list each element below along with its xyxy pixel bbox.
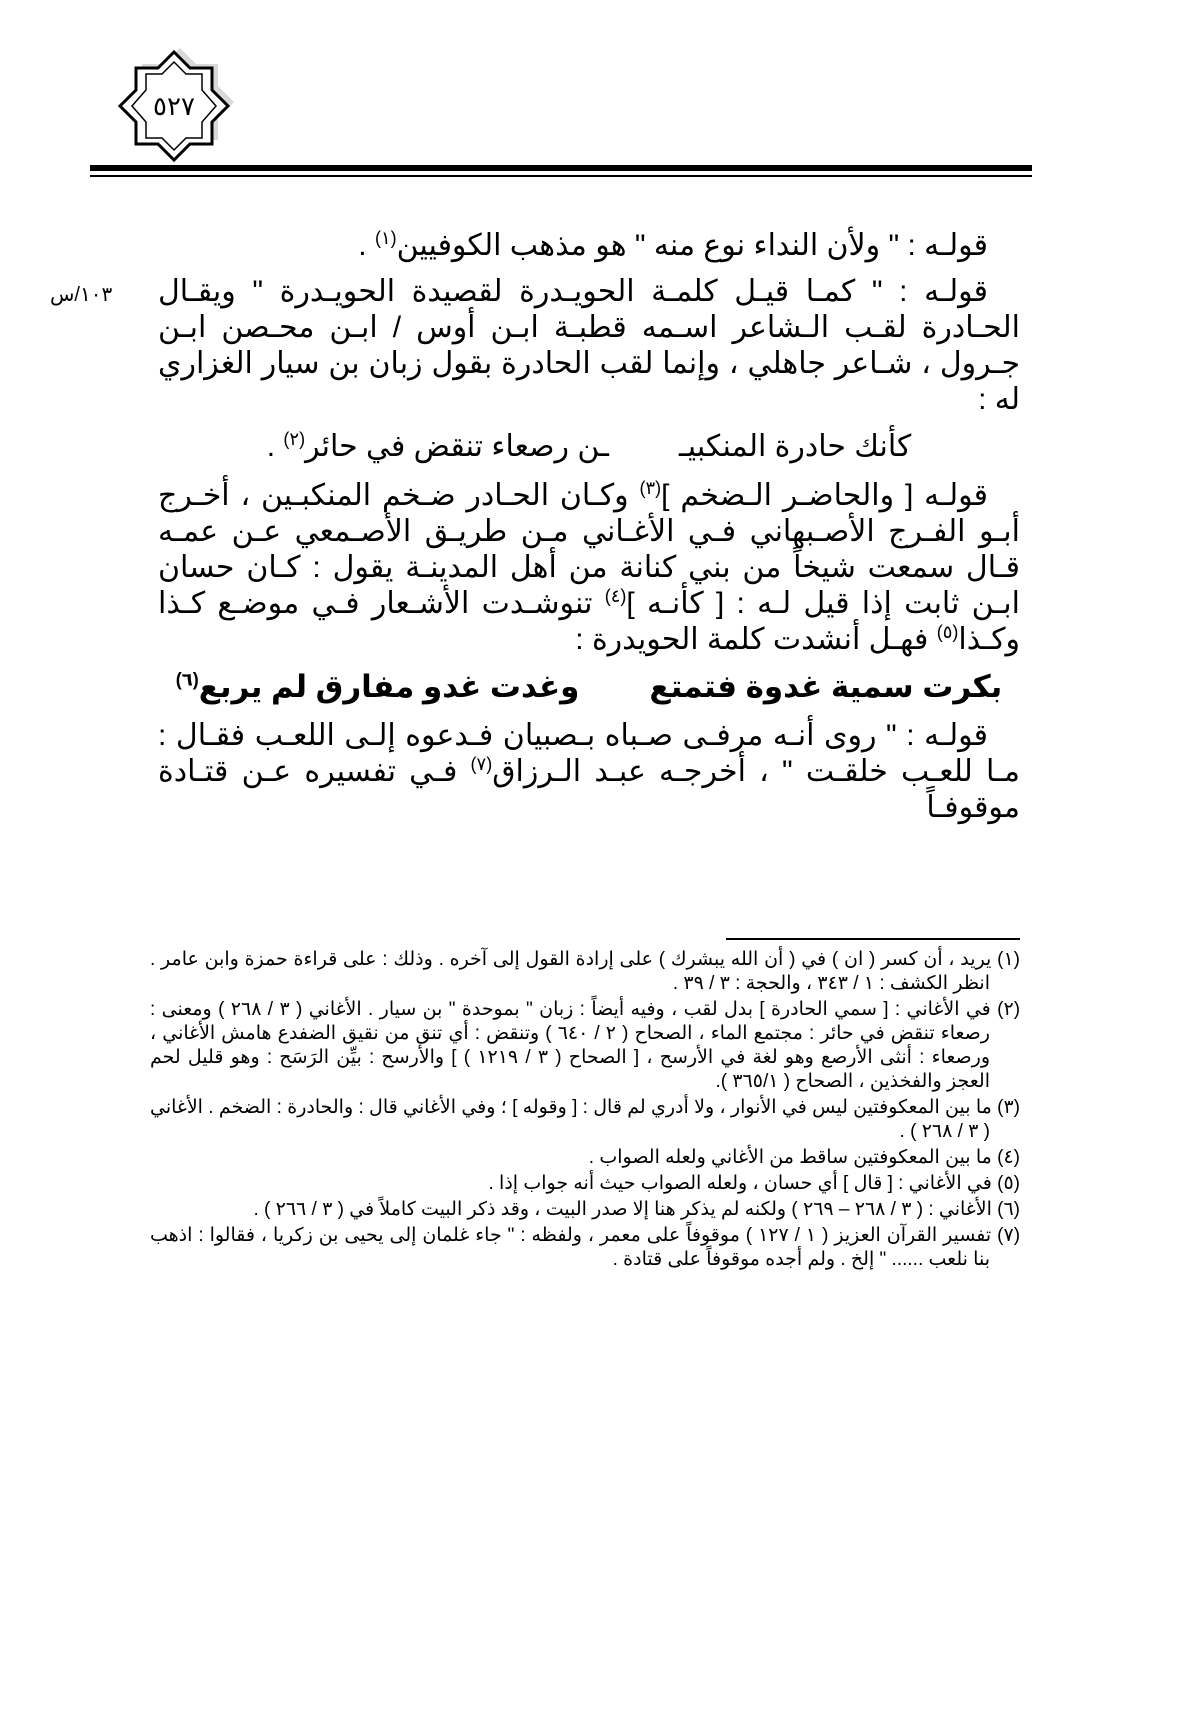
verse-2-second-hemistich: وغدت غدو مفارق لم يربع$^{(٦)}$ (175, 669, 580, 704)
main-text (158, 228, 1020, 836)
paragraph-4: قولـه : " روى أنـه مرفـى صـباه بـصبيان فـدعوه إلـى اللعـب فقـال : مـا للعـب خلقـت " ، أخرجـه عبـد الـرزاق$^{(٧)}$ فـي تفسيره عـن قتـادة موقوفـاً (158, 719, 1021, 824)
footnote-ref-6: (٦) (175, 669, 199, 690)
footnote-5: (٥) في الأغاني : [ قال ] أي حسان ، ولعله الصواب حيث أنه جواب إذا . (488, 1173, 1020, 1194)
paragraph-1: قولـه : " ولأن النداء نوع منه " هو مذهب الكوفيين$^{(١)}$ . (358, 228, 988, 262)
paragraph-3: قولـه [ والحاضـر الـضخم ]$^{(٣)}$ وكـان الحـادر ضـخم المنكبـين ، أخـرج أبـو الفـرج الأصـبهاني فـي الأغـاني مـن طريـق الأصـمعي عـن عمـه قـال سمعت شيخاً من بني كنانة من أهل المدينـة يقول : كـان حسان ابـن ثابت إذا قيل لـه : [ كأنـه ]$^{(٤)}$ تنوشـدت الأشـعار فـي موضـع كـذا وكـذا$^{(٥)}$ فهـل أنشدت كلمة الحويدرة : (158, 478, 1020, 656)
verse-2-first-hemistich: بكرت سمية غدوة فتمتع (649, 669, 1003, 704)
footnote-ref-5: (٥) (936, 622, 959, 642)
footnote-4: (٤) ما بين المعكوفتين ساقط من الأغاني ولعله الصواب . (588, 1147, 1020, 1168)
footnote-ref-2: (٢) (283, 429, 306, 449)
footnotes (150, 948, 1020, 1274)
verse-2 (158, 668, 1020, 706)
header-rule-thin (90, 175, 1032, 177)
footnote-ref-3: (٣) (639, 478, 662, 498)
paragraph-2: قولـه : " كمـا قيـل كلمـة الحويـدرة لقصيدة الحويـدرة " ويقـال الحـادرة لقـب الـشاعر اسـمه قطبـة ابـن أوس / ابـن محـصن ابـن جـرول ، شـاعر جاهلي ، وإنما لقب الحادرة بقول زبان بن سيار الغزاري له : (158, 275, 1020, 416)
footnote-2: (٢) في الأغاني : [ سمي الحادرة ] بدل لقب ، وفيه أيضاً : زبان " بموحدة " بن سيار . الأغاني ( ٣ / ٢٦٨ ) ومعنى : رصعاء تنقض في حائر : مجتمع الماء ، الصحاح ( ٢ / ٦٤٠ ) وتنقض : أي تنق من نقيق الضفدع هامش الأغاني ، ورصعاء : أنثى الأرصع وهو لغة في الأرسح ، [ الصحاح ( ٣ / ١٢١٩ ) ] والأرسح : بيِّن الرَسَح : وهو قليل لحم العجز والفخذين ، الصحاح ( ٣٦٥/١ ). (150, 999, 1021, 1092)
page-number: ٥٢٧ (153, 90, 195, 121)
verse-1-first-hemistich: كأنك حادرة المنكبيـ (678, 430, 912, 463)
footnote-ref-7: (٧) (470, 754, 493, 774)
verse-1-second-hemistich: ـن رصعاء تنقض في حائر$^{(٢)}$ . (266, 429, 609, 463)
footnote-7: (٧) تفسير القرآن العزيز ( ١ / ١٢٧ ) موقوفاً على معمر ، ولفظه : " جاء غلمان إلى يحيى بن زكريا ، فقالوا : اذهب بنا نلعب ...... " إلخ . ولم أجده موقوفاً على قتادة . (150, 1225, 1021, 1270)
footnote-separator (726, 938, 1020, 940)
footnote-1: (١) يريد ، أن كسر ( ان ) في ( أن الله يبشرك ) على إرادة القول إلى آخره . وذلك : على قراءة حمزة وابن عامر . انظر الكشف : ١ / ٣٤٣ ، والحجة : ٣ / ٣٩ . (150, 949, 1020, 994)
verse-1 (158, 428, 1020, 466)
footnote-3: (٣) ما بين المعكوفتين ليس في الأنوار ، ولا أدري لم قال : [ وقوله ] ؛ وفي الأغاني قال : والحادرة : الضخم . الأغاني ( ٣ / ٢٦٨ ) . (150, 1097, 1020, 1142)
footnote-ref-1: (١) (374, 228, 397, 248)
footnote-ref-4: (٤) (604, 586, 627, 606)
header-rule-thick (90, 165, 1032, 171)
footnote-6: (٦) الأغاني : ( ٣ / ٢٦٨ – ٢٦٩ ) ولكنه لم يذكر هنا إلا صدر البيت ، وقد ذكر البيت كاملاً في ( ٣ / ٢٦٦ ) . (253, 1199, 1020, 1220)
manuscript-folio-note: ١٠٣/س (50, 284, 113, 306)
